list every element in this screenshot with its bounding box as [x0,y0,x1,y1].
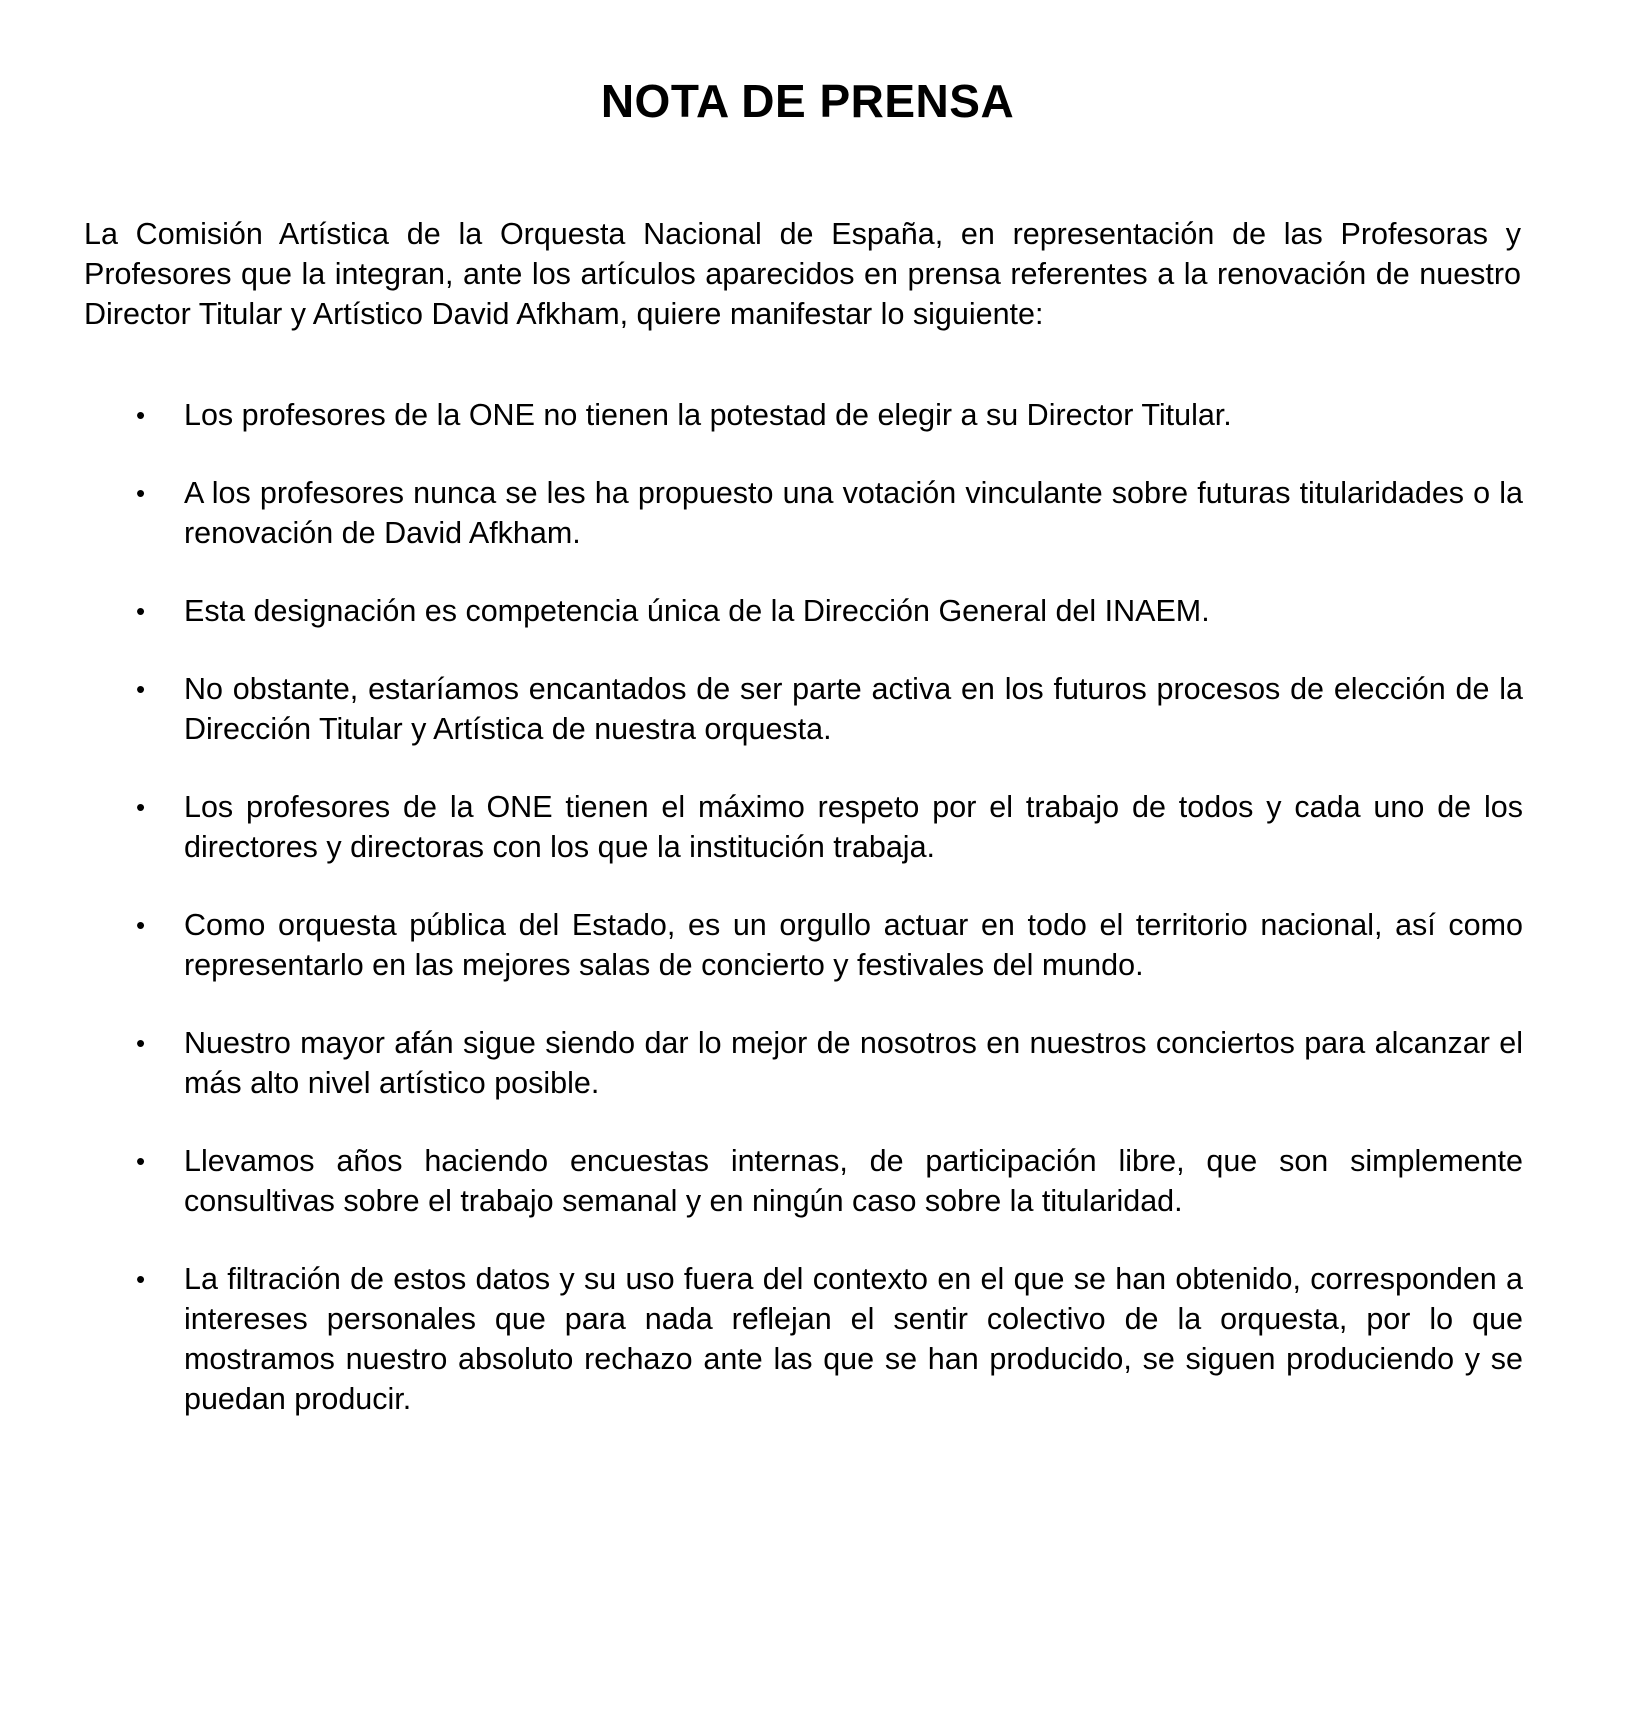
list-item-text: No obstante, estaríamos encantados de ser parte activa en los futuros procesos de elección de la Dirección Titular y Artística de nuestra orquesta. [184,672,1523,747]
list-item-text: Llevamos años haciendo encuestas internas, de participación libre, que son simplemente consultivas sobre el trabajo semanal y en ningún caso sobre la titularidad. [184,1143,1523,1218]
list-item [84,474,1531,554]
bullet-icon: • [136,596,146,627]
list-item-text: Nuestro mayor afán sigue siendo dar lo mejor de nosotros en nuestros conciertos para alcanzar el más alto nivel artístico posible. [184,1025,1523,1100]
bullet-icon: • [136,792,146,823]
bullet-icon: • [136,910,146,941]
bullet-icon: • [136,674,146,705]
bullet-icon: • [136,1027,146,1058]
page-title: NOTA DE PRENSA [600,75,1015,127]
list-item [84,788,1531,868]
intro-paragraph: La Comisión Artística de la Orquesta Nacional de España, en representación de las Profesoras y Profesores que la integran, ante los artículos aparecidos en prensa referentes a la renovación de nuestro Director Titular y Artístico David Afkham, quiere manifestar lo siguiente: [84,216,1521,331]
list-item-text: Esta designación es competencia única de la Dirección General del INAEM. [184,594,1210,629]
list-item [84,1142,1531,1222]
statement-list [84,396,1531,1419]
bullet-icon: • [136,400,146,431]
list-item [84,906,1531,986]
bullet-icon: • [136,1263,146,1294]
list-item-text: A los profesores nunca se les ha propuesto una votación vinculante sobre futuras titularidades o la renovación de David Afkham. [184,476,1523,551]
list-item [84,670,1531,750]
list-item [84,1260,1531,1420]
bullet-icon: • [136,1145,146,1176]
list-item [84,1024,1531,1104]
list-item [84,396,1531,436]
bullet-icon: • [136,478,146,509]
list-item [84,592,1531,632]
list-item-text: La filtración de estos datos y su uso fuera del contexto en el que se han obtenido, corresponden a intereses personales que para nada reflejan el sentir colectivo de la orquesta, por lo que mostramos nuestro absoluto rechazo ante las que se han producido, se siguen produciendo y se puedan producir. [184,1261,1523,1416]
list-item-text: Los profesores de la ONE tienen el máximo respeto por el trabajo de todos y cada uno de los directores y directoras con los que la institución trabaja. [184,790,1523,865]
list-item-text: Como orquesta pública del Estado, es un orgullo actuar en todo el territorio nacional, así como representarlo en las mejores salas de concierto y festivales del mundo. [184,908,1523,983]
list-item-text: Los profesores de la ONE no tienen la potestad de elegir a su Director Titular. [184,398,1232,433]
